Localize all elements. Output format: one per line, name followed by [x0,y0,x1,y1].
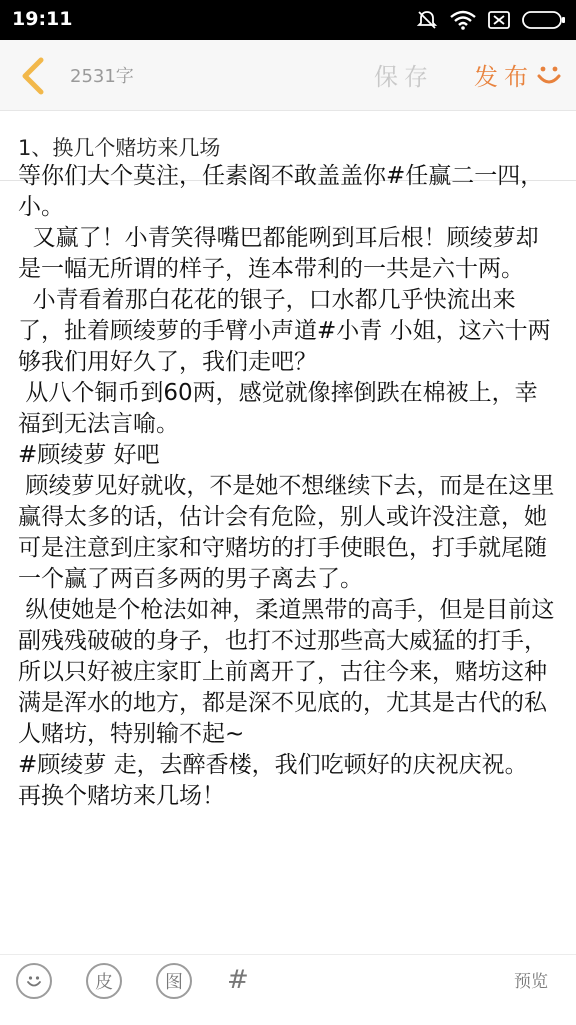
status-icons [416,8,566,32]
body-paragraph: 纵使她是个枪法如神，柔道黑带的高手，但是目前这副残残破破的身子，也打不过那些高大威猛的打手，所以只好被庄家盯上前离开了，古往今来，赌坊这种满是浑水的地方，都是深不见底的，尤其是古代的私人赌坊，特别输不起~ [18,597,555,747]
skin-button[interactable] [86,963,122,999]
body-paragraph: #顾绫萝 走，去醉香楼，我们吃顿好的庆祝庆祝。 [18,752,528,778]
image-button[interactable] [156,963,192,999]
status-time: 19:11 [12,8,73,30]
emoji-icon [24,971,44,991]
skin-label: 皮 [95,972,113,993]
body-paragraph: 再换个赌坊来几场！ [18,783,225,809]
body-content [0,161,576,812]
sim-icon [488,11,510,29]
body-paragraph: 等你们大个莫注，任素阁不敢盖盖你#任赢二一四，小。 [18,163,544,220]
body-paragraph: #顾绫萝 好吧 [18,442,160,468]
status-bar [0,0,576,40]
back-button[interactable] [12,53,52,99]
preview-button[interactable]: 预览 [514,972,548,992]
body-paragraph: 又赢了！小青笑得嘴巴都能咧到耳后根！顾绫萝却是一幅无所谓的样子，连本带利的一共是六十两。 [18,225,539,282]
bottom-toolbar [0,954,576,1025]
body-paragraph: 从八个铜币到60两，感觉就像摔倒跌在棉被上，幸福到无法言喻。 [18,380,538,437]
emoji-button[interactable] [16,963,52,999]
image-label: 图 [165,972,183,993]
body-editor[interactable] [0,163,576,953]
chevron-left-icon [17,56,47,96]
battery-icon [522,10,566,30]
hashtag-button[interactable]: # [227,965,249,995]
word-count: 2531字 [70,66,134,87]
mute-icon [416,9,438,31]
app-bar [0,40,576,111]
smile-icon [535,61,563,89]
body-paragraph: 小青看着那白花花的银子，口水都几乎快流出来了，扯着顾绫萝的手臂小声道#小青 小姐，这六十两够我们用好久了，我们走吧？ [18,287,551,375]
publish-button[interactable]: 发布 [474,63,534,91]
wifi-icon [450,10,476,30]
smile-button[interactable] [535,61,563,89]
save-button[interactable]: 保存 [374,63,434,91]
article-title: 1、换几个赌坊来几场 [18,136,221,160]
body-paragraph: 顾绫萝见好就收，不是她不想继续下去，而是在这里赢得太多的话，估计会有危险，别人或许没注意，她可是注意到庄家和守赌坊的打手使眼色，打手就尾随一个赢了两百多两的男子离去了。 [18,473,555,592]
